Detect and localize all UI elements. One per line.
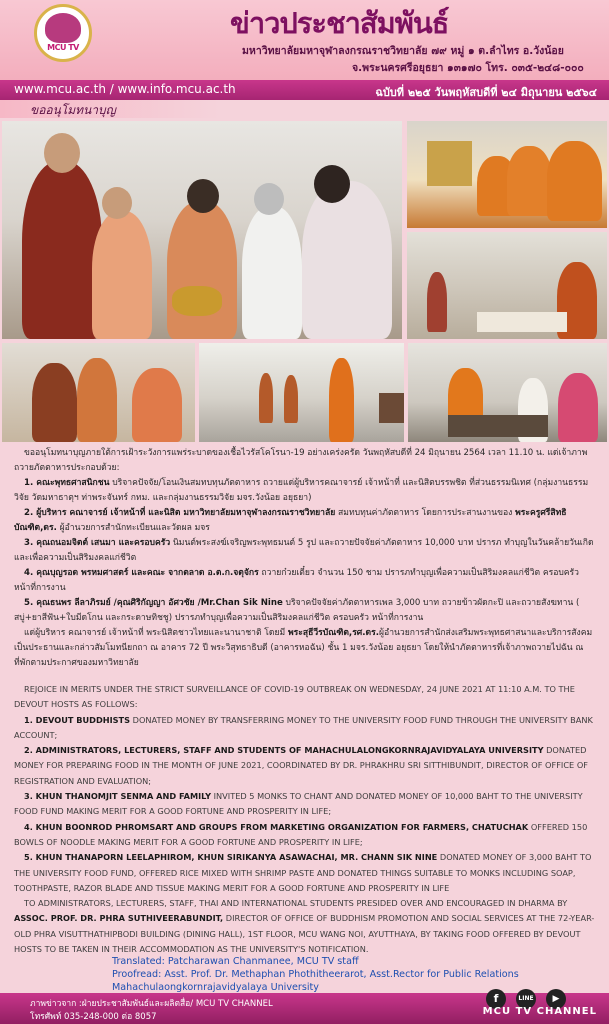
- section-label: ขออนุโมทนาบุญ: [30, 103, 116, 117]
- photo-seated-guests: [408, 343, 607, 442]
- url-bar: [0, 80, 609, 100]
- thai-intro: ขออนุโมทนาบุญภายใต้การเฝ้าระวังการแพร่ระบาดของเชื้อไวรัสโคโรนา-19 อย่างเคร่งครัด วันพฤหัสบดีที่ 24 มิถุนายน 2564 เวลา 11.10 น. แด่เจ้าภาพถวายภัตตาหารประกอบด้วย:: [14, 448, 588, 473]
- footer-source: ภาพข่าวจาก :ฝ่ายประชาสัมพันธ์และผลิตสื่อ/ MCU TV CHANNEL: [30, 999, 273, 1009]
- thai-closing-name: พระสุธีวีรบัณฑิต,รศ.ดร.: [287, 628, 379, 638]
- credit-translator: Translated: Patcharawan Chanmanee, MCU TV staff: [112, 956, 359, 967]
- thai-article: [14, 446, 599, 671]
- channel-name: MCU TV CHANNEL: [482, 1006, 597, 1017]
- eng-item-3: INVITED 5 MONKS TO CHANT AND DONATED MONEY OF 10,000 BAHT TO THE UNIVERSITY FOOD FUND MAKING MERIT FOR A GOOD FORTUNE AND PROSPERITY IN LIFE;: [14, 791, 583, 817]
- photo-main: [2, 121, 402, 339]
- eng-item-4-title: 4. KHUN BOONROD PHROMSART AND GROUPS FROM MARKETING ORGANIZATION FOR FARMERS, CHATUCHAK: [24, 821, 529, 832]
- thai-item-2-title: 2. ผู้บริหาร คณาจารย์ เจ้าหน้าที่ และนิสิต มหาวิทยาลัยมหาจุฬาลงกรณราชวิทยาลัย: [24, 508, 336, 518]
- photo-collage: [2, 121, 607, 442]
- thai-closing-end: ผู้อำนวยการสำนักส่งเสริมพระพุทธศาสนาและบริการสังคม เป็นประธานและกล่าวสัมโมทนียกถา ณ อาคาร 72 ปี พระวิสุทธาธิบดี (อาคารหอฉัน) ชั้น 1 มจร.วังน้อย อยุธยา โดยให้นำภัตตาหารที่เจ้าภาพถวายไปฉัน ณ ที่พักตามประกาศของมหาวิทยาลัย: [14, 628, 593, 668]
- credit-proofreader: Proofread: Asst. Prof. Dr. Methaphan Phothitheerarot, Asst.Rector for Public Relations: [112, 969, 519, 980]
- eng-item-1: DONATED MONEY BY TRANSFERRING MONEY TO THE UNIVERSITY FOOD FUND THROUGH THE UNIVERSITY BANK ACCOUNT;: [14, 714, 593, 740]
- eng-item-5: DONATED MONEY OF 3,000 BAHT TO THE UNIVERSITY FOOD FUND, OFFERED RICE MIXED WITH SHRIMP PASTE AND DONATED THINGS SUITABLE TO MONKS INCLUDING SOAP, TOOTHPASTE, RAZOR BLADE AND TISSUE MAKING MERIT FOR A GOOD FORTUNE AND PROSPERITY IN LIFE: [14, 852, 592, 893]
- thai-item-2-name: พระครูศรีสิทธิบัณฑิต,ดร.: [14, 508, 567, 533]
- footer-phone: โทรศัพท์ 035-248-000 ต่อ 8057: [30, 1012, 157, 1022]
- facebook-icon[interactable]: f: [486, 989, 506, 1009]
- credits: [112, 955, 519, 994]
- logo-text: MCU TV: [47, 43, 79, 52]
- eng-item-3-title: 3. KHUN THANOMJIT SENMA AND FAMILY: [24, 791, 212, 802]
- eng-item-5-title: 5. KHUN THANAPORN LEELAPHIROM, KHUN SIRIKANYA ASAWACHAI, MR. CHANN SIK NINE: [24, 852, 438, 863]
- eng-closing: TO ADMINISTRATORS, LECTURERS, STAFF, THAI AND INTERNATIONAL STUDENTS PRESIDED OVER AND ENCOURAGED IN DHARMA BY: [24, 898, 568, 909]
- thai-item-3-title: 3. คุณถนอมจิตต์ เสนมา และครอบครัว: [24, 538, 171, 548]
- thai-item-1-title: 1. คณะพุทธศาสนิกชน: [24, 478, 110, 488]
- eng-closing-end: DIRECTOR OF OFFICE OF BUDDHISM PROMOTION AND SOCIAL SERVICES AT THE 72-YEAR-OLD PHRA VISUTTHATHIPBODI BUILDING (DINING HALL), 1ST FLOOR, MCU WANG NOI, AYUTTHAYA, BY TAKING FOOD OFFERED BY DEVOUT HOSTS TO BE TAKEN IN THEIR ACCOMMODATION AS THE UNIVERSITY'S NOTIFICATION.: [14, 913, 595, 955]
- english-article: [14, 682, 600, 957]
- thai-item-2: สมทบทุนค่าภัตตาหาร โดยการประสานงานของ: [335, 508, 516, 518]
- eng-item-1-title: 1. DEVOUT BUDDHISTS: [24, 714, 131, 725]
- thai-item-4: ถวายก๋วยเตี๋ยว จำนวน 150 ชาม ปรารภทำบุญเพื่อความเป็นสิริมงคลแก่ชีวิต ครอบครัว หน้าที่การงาน: [14, 568, 580, 593]
- thai-item-5-title: 5. คุณธนพร ลีลาภิรมย์ /คุณศิริกัญญา อัศวชัย /Mr.Chan Sik Nine: [24, 598, 283, 608]
- address-line-1: มหาวิทยาลัยมหาจุฬาลงกรณราชวิทยาลัย ๗๙ หมู่ ๑ ต.ลำไทร อ.วังน้อย: [242, 45, 564, 57]
- address-line-2: จ.พระนครศรีอยุธยา ๑๓๑๗๐ โทร. ๐๓๕-๒๔๘-๐๐๐: [352, 62, 584, 74]
- eng-item-2: DONATED MONEY FOR PREPARING FOOD IN THE MONTH OF JUNE 2021, COORDINATED BY DR. PHRAKHRU SRI SITTHIBUNDIT, DIRECTOR OF OFFICE OF REGISTRATION AND EVALUATION;: [14, 745, 588, 786]
- thai-item-5: บริจาคปัจจัยค่าภัตตาหารเพล 3,000 บาท ถวายข้าวผัดกะปิ และถวายสังฆทาน ( สบู่+ยาสีฟัน+ใบมีดโกน และกระดาษทิชชู) ปรารภทำบุญเพื่อความเป็นสิริมงคลแก่ชีวิต ครอบครัว หน้าที่การงาน: [14, 598, 580, 623]
- website-links[interactable]: www.mcu.ac.th / www.info.mcu.ac.th: [14, 82, 236, 96]
- footer: [0, 993, 609, 1024]
- eng-item-4: OFFERED 150 BOWLS OF NOODLE MAKING MERIT FOR A GOOD FORTUNE AND PROSPERITY IN LIFE;: [14, 821, 588, 847]
- eng-closing-name: ASSOC. PROF. DR. PHRA SUTHIVEERABUNDIT,: [14, 913, 224, 924]
- photo-donors-with-monk: [2, 343, 195, 442]
- header: [0, 0, 609, 80]
- thai-item-4-title: 4. คุณบุญรอด พรหมศาสตร์ และคณะ จากตลาด อ.ต.ก.จตุจักร: [24, 568, 259, 578]
- emblem-icon: [45, 13, 81, 43]
- thai-item-3: นิมนต์พระสงฆ์เจริญพระพุทธมนต์ 5 รูป และถวายปัจจัยค่าภัตตาหาร 10,000 บาท ปรารภ ทำบุญในวันคล้ายวันเกิด และเพื่อความเป็นสิริมงคลแก่ชีวิต: [14, 538, 594, 563]
- page-title: ข่าวประชาสัมพันธ์: [230, 6, 449, 40]
- thai-item-1: บริจาคปัจจัย/โอนเงินสมทบทุนภัตตาหาร ถวายแด่ผู้บริหารคณาจารย์ เจ้าหน้าที่ และนิสิตบรรพชิต ที่ส่วนธรรมนิเทศ (กลุ่มงานธรรมวิจัย วัดมหาธาตุฯ ท่าพระจันทร์ กทม. และกลุ่มงานธรรมวิจัย มจร.วังน้อย อยุธยา): [14, 478, 589, 503]
- eng-intro: REJOICE IN MERITS UNDER THE STRICT SURVEILLANCE OF COVID-19 OUTBREAK ON WEDNESDAY, 24 JUNE 2021 AT 11:10 A.M. TO THE DEVOUT HOSTS AS FOLLOWS:: [14, 684, 575, 710]
- photo-hall-offering: [407, 232, 607, 339]
- issue-date: ฉบับที่ ๒๒๕ วันพฤหัสบดีที่ ๒๔ มิถุนายน ๒๕๖๔: [375, 86, 597, 99]
- line-icon[interactable]: LINE: [516, 989, 536, 1009]
- thai-closing: แด่ผู้บริหาร คณาจารย์ เจ้าหน้าที่ พระนิสิตชาวไทยและนานาชาติ โดยมี: [24, 628, 288, 638]
- mcu-tv-logo: [34, 4, 92, 62]
- photo-dining-hall: [199, 343, 404, 442]
- credit-university: Mahachulaongkornrajavidyalaya University: [112, 982, 319, 993]
- youtube-icon[interactable]: ▶: [546, 989, 566, 1009]
- eng-item-2-title: 2. ADMINISTRATORS, LECTURERS, STAFF AND STUDENTS OF MAHACHULALONGKORNRAJAVIDYALAYA UNIVERSITY: [24, 745, 544, 756]
- photo-monks-chanting: [407, 121, 607, 228]
- thai-item-2-end: ผู้อำนวยการสำนักทะเบียนและวัดผล มจร: [56, 523, 210, 533]
- section-banner: [0, 100, 220, 118]
